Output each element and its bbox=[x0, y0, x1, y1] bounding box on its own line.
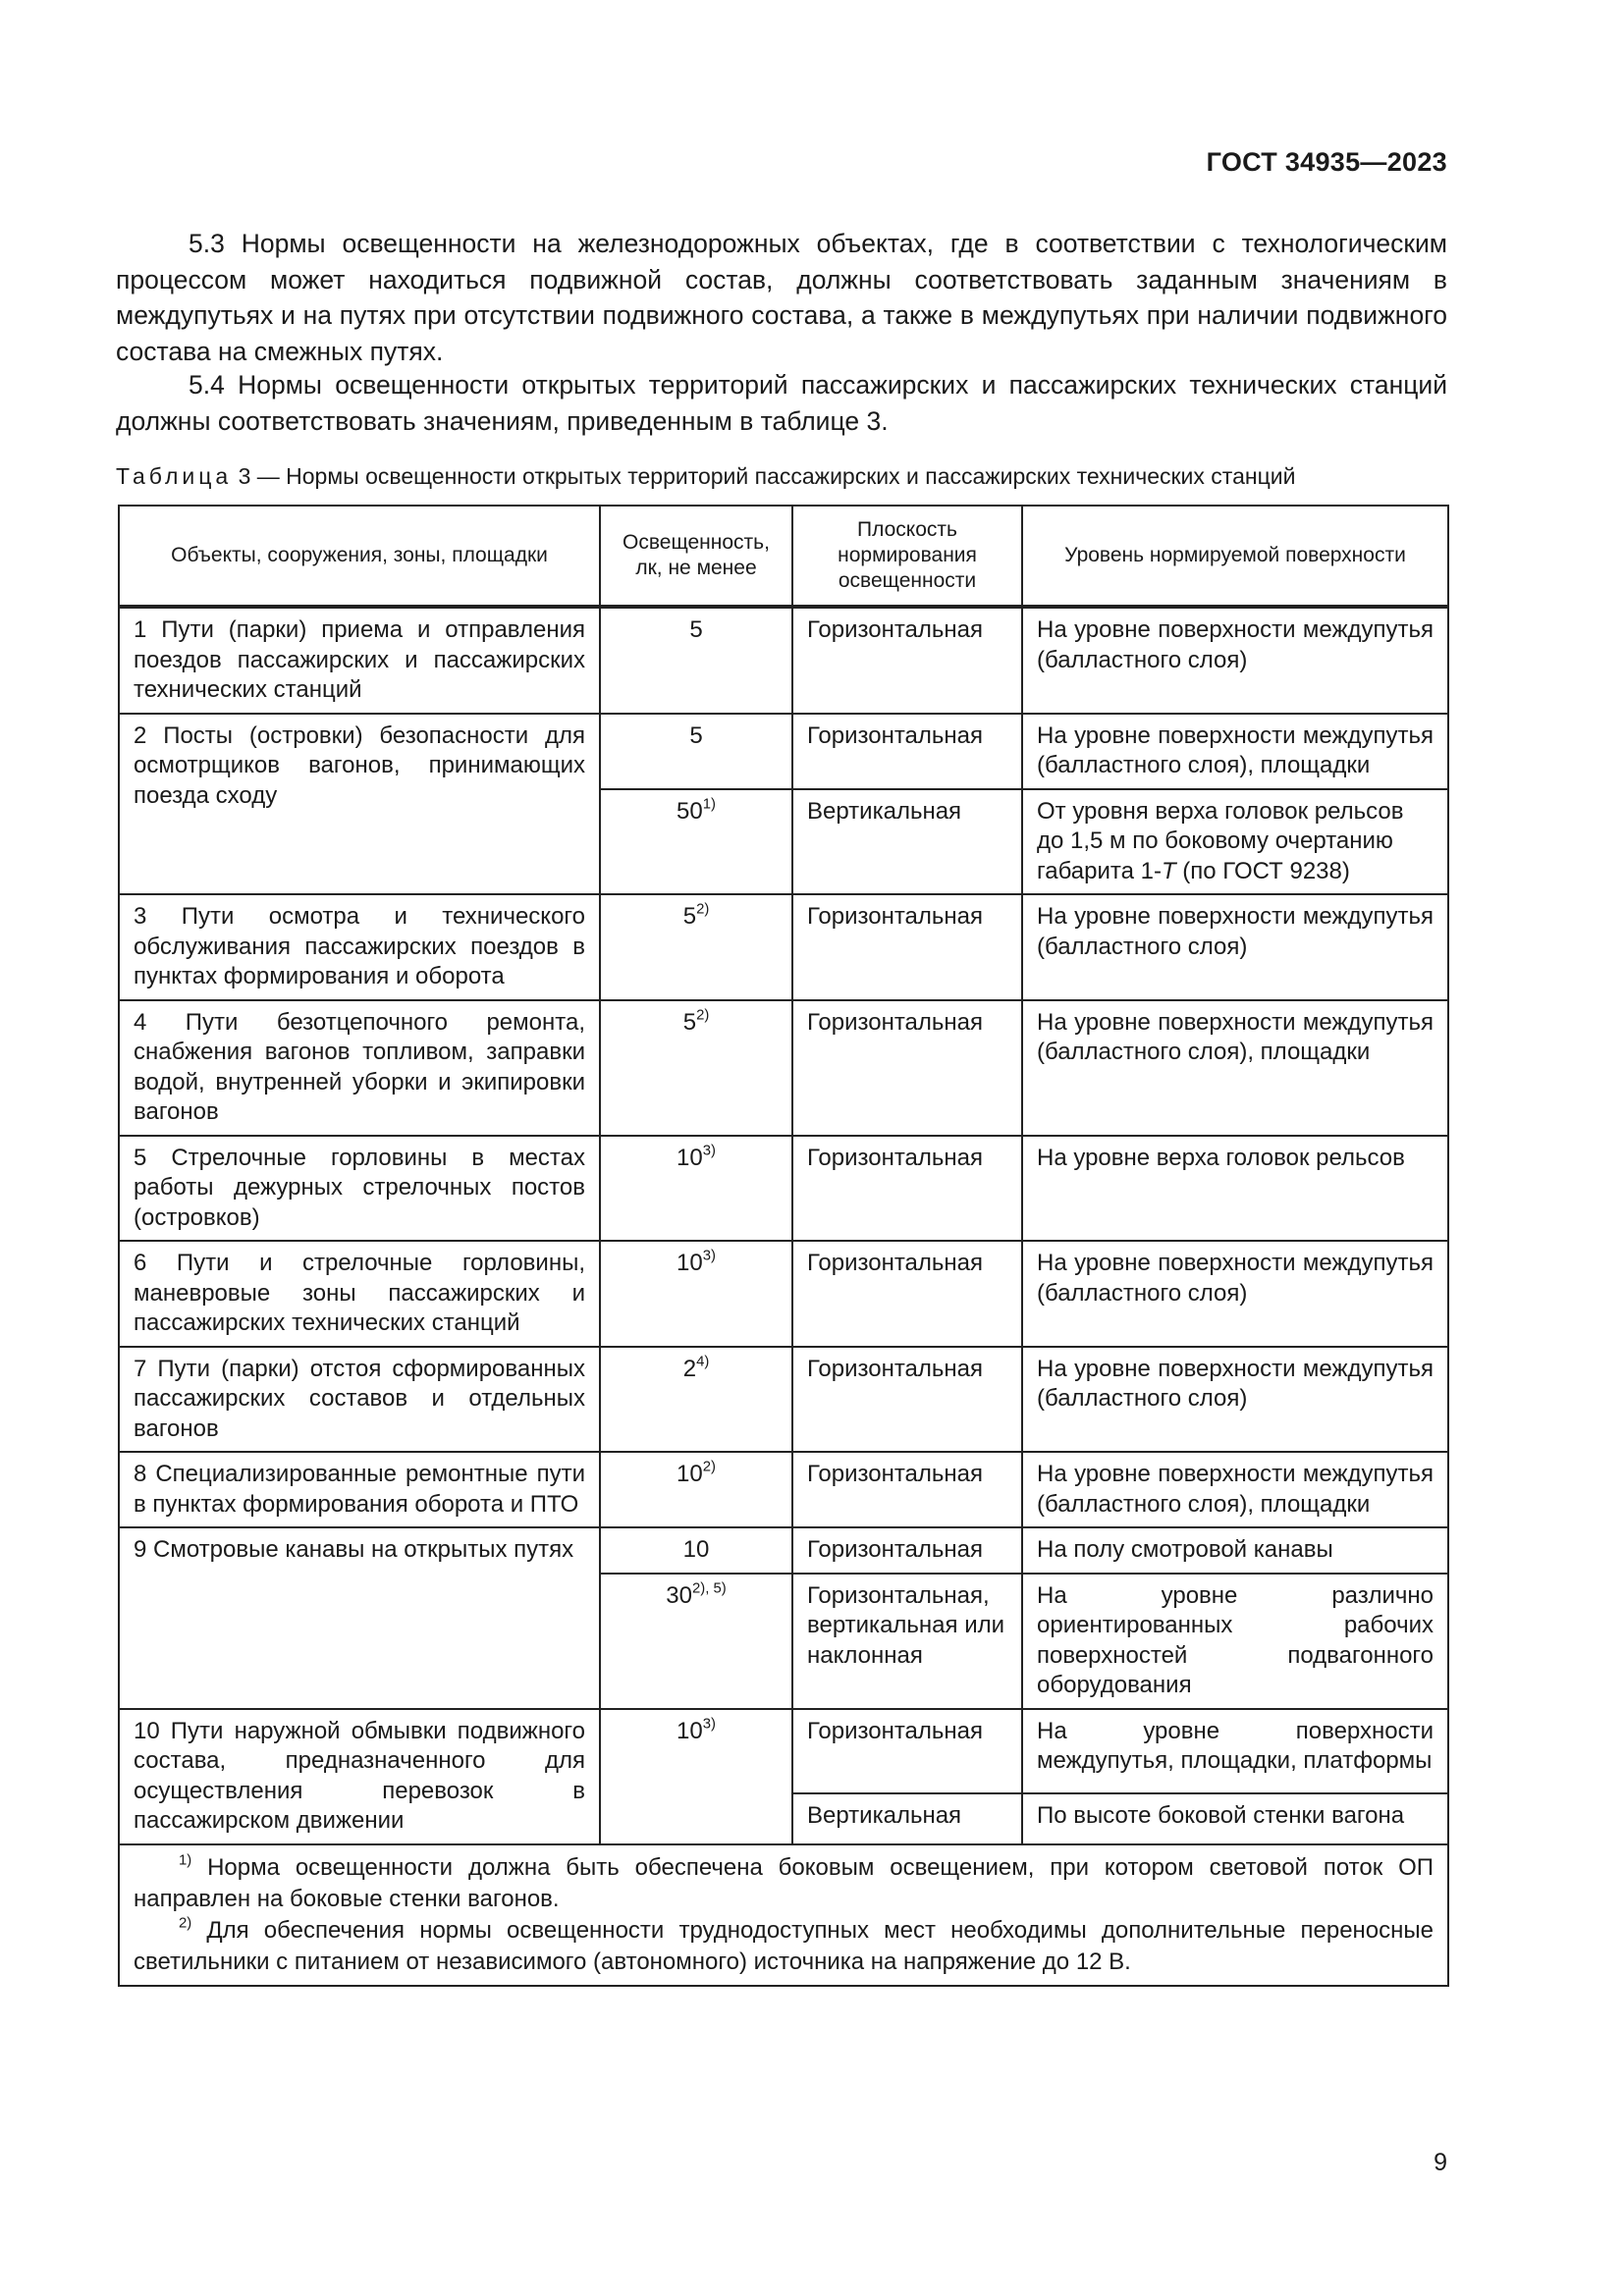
object-cell: 10 Пути наружной обмывки подвижного состава, предназначенного для осуществления перевозок в пассажирском движении bbox=[119, 1709, 600, 1844]
plane-cell: Горизонтальная bbox=[792, 1241, 1022, 1347]
object-cell: 2 Посты (островки) безопасности для осмотрщиков вагонов, принимающих поезда сходу bbox=[119, 714, 600, 895]
table-row bbox=[119, 1136, 1448, 1242]
plane-cell: Горизонтальная bbox=[792, 714, 1022, 789]
level-cell: На уровне поверхности междупутья (балластного слоя) bbox=[1022, 607, 1448, 714]
level-cell: На уровне поверхности междупутья (балластного слоя), площадки bbox=[1022, 714, 1448, 789]
table-caption bbox=[116, 461, 1451, 491]
header-plane: Плоскость нормирования освещенности bbox=[792, 506, 1022, 607]
level-cell: По высоте боковой стенки вагона bbox=[1022, 1793, 1448, 1844]
plane-cell: Горизонтальная bbox=[792, 1709, 1022, 1793]
level-cell: На уровне поверхности междупутья (балластного слоя), площадки bbox=[1022, 1452, 1448, 1527]
object-cell: 3 Пути осмотра и технического обслуживания пассажирских поездов в пунктах формирования и оборота bbox=[119, 894, 600, 1000]
object-cell: 1 Пути (парки) приема и отправления поездов пассажирских и пассажирских технических станций bbox=[119, 607, 600, 714]
level-cell: На уровне поверхности междупутья (балластного слоя) bbox=[1022, 1347, 1448, 1453]
object-cell: 7 Пути (парки) отстоя сформированных пассажирских составов и отдельных вагонов bbox=[119, 1347, 600, 1453]
plane-cell: Горизонтальная bbox=[792, 1000, 1022, 1136]
footnote-ref: 4) bbox=[696, 1354, 710, 1370]
object-cell: 9 Смотровые канавы на открытых путях bbox=[119, 1527, 600, 1709]
footnote-1: $^{1)}$ Норма освещенности должна быть обеспечена боковым освещением, при котором световой поток ОП направлен на боковые стенки вагонов. bbox=[134, 1852, 1434, 1912]
object-cell: 5 Стрелочные горловины в местах работы дежурных стрелочных постов (островков) bbox=[119, 1136, 600, 1242]
table-row bbox=[119, 1527, 1448, 1574]
table-row bbox=[119, 607, 1448, 714]
paragraph-5-4: 5.4 Нормы освещенности открытых территорий пассажирских и пассажирских технических станций должны соответствовать значениям, приведенным в таблице 3. bbox=[116, 370, 1447, 436]
plane-cell: Вертикальная bbox=[792, 1793, 1022, 1844]
table-row bbox=[119, 714, 1448, 789]
level-cell: На полу смотровой канавы bbox=[1022, 1527, 1448, 1574]
level-cell: На уровне поверхности междупутья (балластного слоя) bbox=[1022, 894, 1448, 1000]
level-cell: На уровне различно ориентированных рабочих поверхностей подвагонного оборудования bbox=[1022, 1574, 1448, 1709]
lux-cell: 5$^{2)}$ bbox=[600, 1000, 792, 1136]
table-row bbox=[119, 894, 1448, 1000]
table-row bbox=[119, 1347, 1448, 1453]
lux-cell: 10$^{3)}$ bbox=[600, 1136, 792, 1242]
header-level: Уровень нормируемой поверхности bbox=[1022, 506, 1448, 607]
footnote-ref: 3) bbox=[702, 1143, 716, 1159]
table-caption-label: Таблица bbox=[116, 463, 233, 489]
plane-cell: Горизонтальная bbox=[792, 1136, 1022, 1242]
lux-cell: 2$^{4)}$ bbox=[600, 1347, 792, 1453]
header-lux: Освещенность, лк, не менее bbox=[600, 506, 792, 607]
footnote-ref: 3) bbox=[702, 1248, 716, 1264]
lux-cell: 10$^{3)}$ bbox=[600, 1241, 792, 1347]
plane-cell: Горизонтальная bbox=[792, 1347, 1022, 1453]
object-cell: 6 Пути и стрелочные горловины, маневровые зоны пассажирских и пассажирских технических станций bbox=[119, 1241, 600, 1347]
lux-cell: $30^{2), 5)}$ bbox=[600, 1574, 792, 1709]
footnote-2: $^{2)}$ Для обеспечения нормы освещенности труднодоступных мест необходимы дополнительные переносные светильники с питанием от независимого (автономного) источника на напряжение до 12 В. bbox=[134, 1915, 1434, 1975]
lux-cell: 5 bbox=[600, 607, 792, 714]
footnote-ref: 2) bbox=[696, 901, 710, 918]
table-caption-text: 3 — Нормы освещенности открытых территорий пассажирских и пассажирских технических станций bbox=[232, 463, 1296, 489]
level-cell: На уровне поверхности междупутья, площадки, платформы bbox=[1022, 1709, 1448, 1793]
footnotes-row bbox=[119, 1844, 1448, 1986]
lux-cell: 10$^{2)}$ bbox=[600, 1452, 792, 1527]
plane-cell: Вертикальная bbox=[792, 789, 1022, 895]
footnote-ref: 1) bbox=[702, 796, 716, 813]
footnote-ref: 2), 5) bbox=[691, 1580, 727, 1597]
page-number: 9 bbox=[1434, 2149, 1447, 2176]
footnotes-cell bbox=[119, 1844, 1448, 1986]
plane-cell: Горизонтальная bbox=[792, 894, 1022, 1000]
level-cell: На уровне поверхности междупутья (балластного слоя), площадки bbox=[1022, 1000, 1448, 1136]
table-row bbox=[119, 1709, 1448, 1793]
footnote-ref: 3) bbox=[702, 1716, 716, 1733]
plane-cell: Горизонтальная bbox=[792, 607, 1022, 714]
document-code: ГОСТ 34935—2023 bbox=[1206, 147, 1447, 177]
lux-cell: 5$^{2)}$ bbox=[600, 894, 792, 1000]
lux-cell: 50$^{1)}$ bbox=[600, 789, 792, 895]
level-cell: На уровне поверхности междупутья (балластного слоя) bbox=[1022, 1241, 1448, 1347]
footnote-ref: 2) bbox=[696, 1007, 710, 1024]
table-header-row bbox=[119, 506, 1448, 607]
table-row bbox=[119, 1452, 1448, 1527]
lux-cell: 10 bbox=[600, 1527, 792, 1574]
object-cell: 4 Пути безотцепочного ремонта, снабжения вагонов топливом, заправки водой, внутренней уборки и экипировки вагонов bbox=[119, 1000, 600, 1136]
level-cell: От уровня верха головок рельсов до 1,5 м по боковому очертанию габарита 1-Т (по ГОСТ 9238) bbox=[1022, 789, 1448, 895]
paragraph-5-3: 5.3 Нормы освещенности на железнодорожных объектах, где в соответствии с технологическим процессом может находиться подвижной состав, должны соответствовать заданным значениям в междупутьях и на путях при отсутствии подвижного состава, а также в междупутьях при наличии подвижного состава на смежных путях. bbox=[116, 229, 1447, 366]
illuminance-norms-table bbox=[118, 505, 1449, 1987]
lux-cell: 5 bbox=[600, 714, 792, 789]
level-cell: На уровне верха головок рельсов bbox=[1022, 1136, 1448, 1242]
table-row bbox=[119, 1241, 1448, 1347]
table-row bbox=[119, 1000, 1448, 1136]
plane-cell: Горизонтальная bbox=[792, 1527, 1022, 1574]
object-cell: 8 Специализированные ремонтные пути в пунктах формирования оборота и ПТО bbox=[119, 1452, 600, 1527]
header-object: Объекты, сооружения, зоны, площадки bbox=[119, 506, 600, 607]
plane-cell: Горизонтальная bbox=[792, 1452, 1022, 1527]
plane-cell: Горизонтальная, вертикальная или наклонная bbox=[792, 1574, 1022, 1709]
lux-cell: 10$^{3)}$ bbox=[600, 1709, 792, 1844]
footnote-ref: 2) bbox=[702, 1459, 716, 1475]
